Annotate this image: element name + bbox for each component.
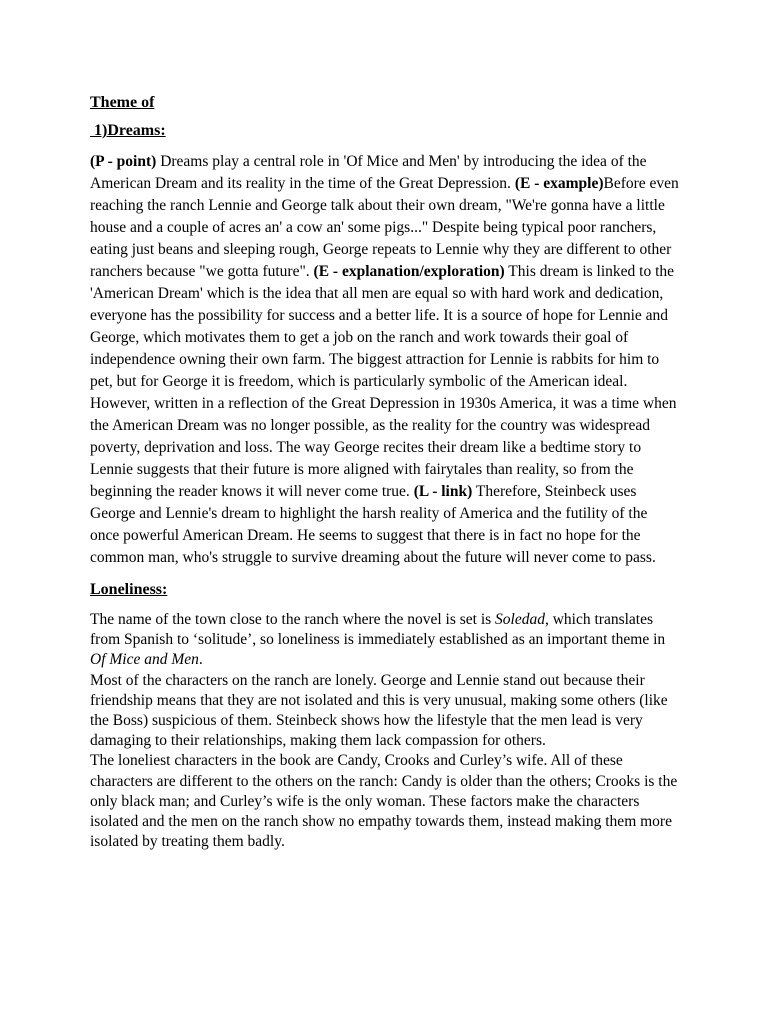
link-label: (L - link) — [413, 483, 473, 500]
loneliness-paragraph-1 — [90, 610, 680, 671]
loneliness-p1-a: The name of the town close to the ranch where the novel is set is — [90, 611, 496, 628]
point-label: (P - point) — [90, 153, 157, 170]
example-label: (E - example) — [514, 175, 604, 192]
example-text: Before even reaching the ranch Lennie and George talk about their own dream, "We're gonna have a little house and a couple of acres an' a cow an' some pigs..." Despite being typical poor ranchers, eating just beans and sleeping rough, George repeats to Lennie why they are different to other ranchers because "we gotta future". — [90, 175, 679, 280]
link-text: Therefore, Steinbeck uses George and Lennie's dream to highlight the harsh reality of America and the futility of the once powerful American Dream. He seems to suggest that there is in fact no hope for the common man, who's struggle to survive dreaming about the future will never come to pass. — [90, 483, 656, 566]
document-body — [90, 92, 680, 852]
loneliness-p1-c: . — [198, 651, 203, 669]
loneliness-paragraph-2: Most of the characters on the ranch are lonely. George and Lennie stand out because their friendship means that they are not isolated and this is very unusual, making some others (like the Boss) suspicious of them. Steinbeck shows how the lifestyle that the men lead is very damaging to their relationships, making them lack compassion for others. — [90, 671, 668, 750]
explanation-text: This dream is linked to the 'American Dream' which is the idea that all men are equal so with hard work and dedication, everyone has the possibility for success and a better life. It is a source of hope for Lennie and George, which motivates them to get a job on the ranch and work towards their goal of independence owning their own farm. The biggest attraction for Lennie is rabbits for him to pet, but for George it is freedom, which is particularly symbolic of the American ideal. However, written in a reflection of the Great Depression in 1930s America, it was a time when the American Dream was no longer possible, as the reality for the country was widespread poverty, deprivation and loss. The way George recites their dream like a bedtime story to Lennie suggests that their future is more aligned with fairytales than reality, so from the beginning the reader knows it will never come true. — [90, 263, 677, 500]
soledad-word: Soledad — [495, 611, 545, 628]
point-text: Dreams play a central role in 'Of Mice and Men' by introducing the idea of the American Dream and its reality in the time of the Great Depression. — [90, 153, 647, 192]
loneliness-paragraph-3: The loneliest characters in the book are Candy, Crooks and Curley’s wife. All of these characters are different to the others on the ranch: Candy is older than the others; Crooks is the only black man; and Curley’s wife is the only woman. These factors make the characters isolated and the men on the ranch show no empathy towards them, instead making them more isolated by treating them badly. — [90, 752, 678, 851]
heading-dreams — [90, 120, 680, 142]
dreams-paragraph — [90, 151, 680, 569]
heading-theme-of: Theme of — [90, 94, 155, 111]
novel-title: Of Mice and Men — [90, 651, 199, 669]
explanation-label: (E - explanation/exploration) — [313, 263, 505, 280]
loneliness-p1-b: , which translates from Spanish to ‘solitude’, so loneliness is immediately established as an important theme in — [90, 611, 666, 649]
heading-loneliness: Loneliness: — [90, 581, 168, 598]
heading-dreams-text: 1)Dreams: — [90, 122, 166, 139]
